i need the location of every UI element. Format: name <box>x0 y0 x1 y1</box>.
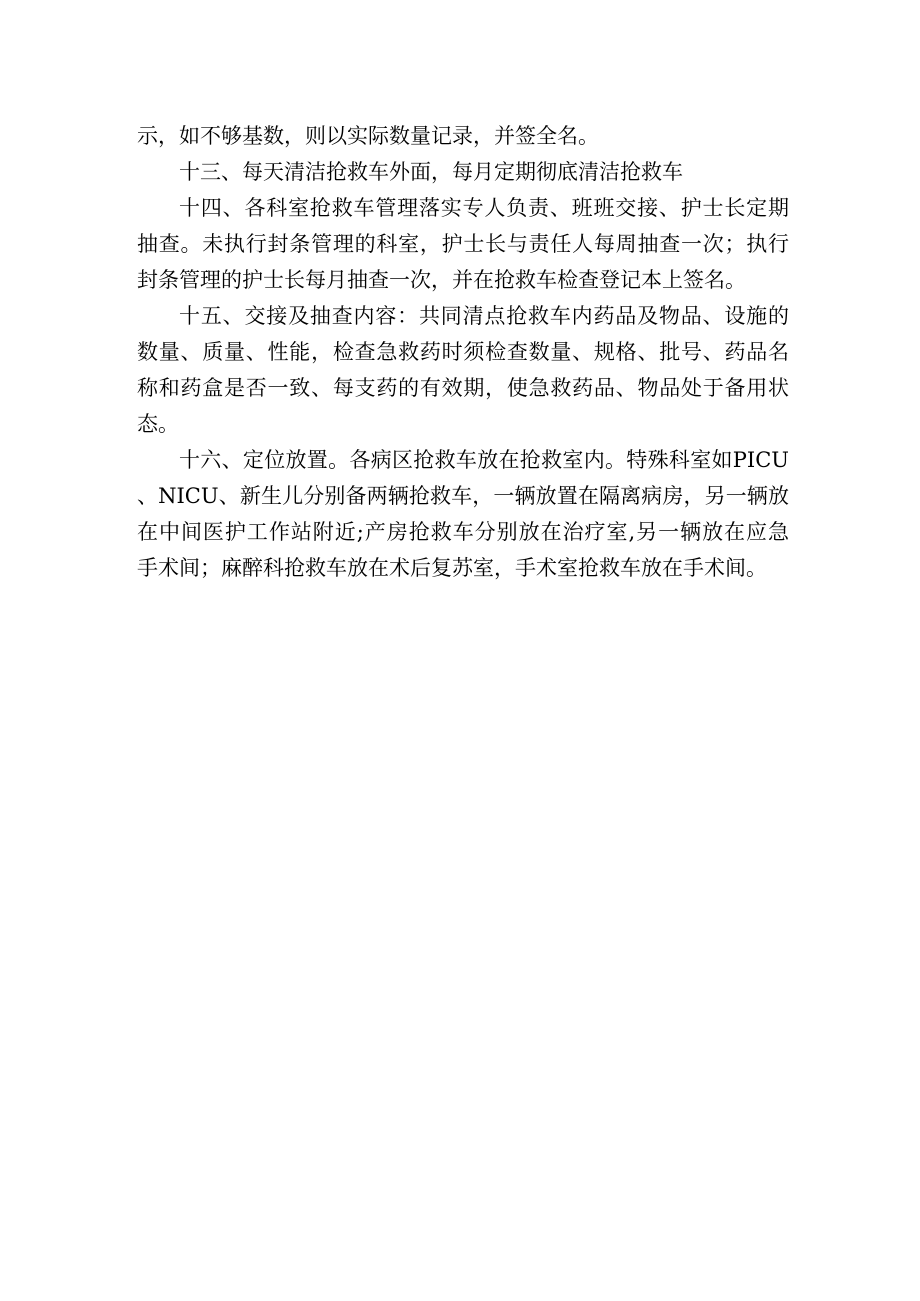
paragraph-14-line: 十四、各科室抢救车管理落实专人负责、班班交接、护士长定期 <box>179 196 789 220</box>
paragraph-15-line: 称和药盒是否一致、每支药的有效期，使急救药品、物品处于备用状 <box>137 376 789 400</box>
paragraph-15-line: 十五、交接及抽查内容：共同清点抢救车内药品及物品、设施的 <box>179 304 789 328</box>
paragraph-16-line: 手术间；麻醉科抢救车放在术后复苏室，手术室抢救车放在手术间。 <box>137 556 767 580</box>
paragraph-15-line: 态。 <box>137 412 179 436</box>
paragraph-13-line: 十三、每天清洁抢救车外面，每月定期彻底清洁抢救车 <box>179 160 683 184</box>
paragraph-16-line: 在中间医护工作站附近;产房抢救车分别放在治疗室,另一辆放在应急 <box>137 520 789 544</box>
paragraph-15-line: 数量、质量、性能，检查急救药时须检查数量、规格、批号、药品名 <box>137 340 789 364</box>
text-line: 示，如不够基数，则以实际数量记录，并签全名。 <box>137 124 599 148</box>
paragraph-14-line: 抽查。未执行封条管理的科室，护士长与责任人每周抽查一次；执行 <box>137 232 789 256</box>
paragraph-14-line: 封条管理的护士长每月抽查一次，并在抢救车检查登记本上签名。 <box>137 268 746 292</box>
document-body <box>137 118 789 586</box>
paragraph-16-line: 十六、定位放置。各病区抢救车放在抢救室内。特殊科室如PICU <box>179 448 789 472</box>
paragraph-16-line: 、NICU、新生儿分别备两辆抢救车，一辆放置在隔离病房，另一辆放 <box>137 484 789 508</box>
